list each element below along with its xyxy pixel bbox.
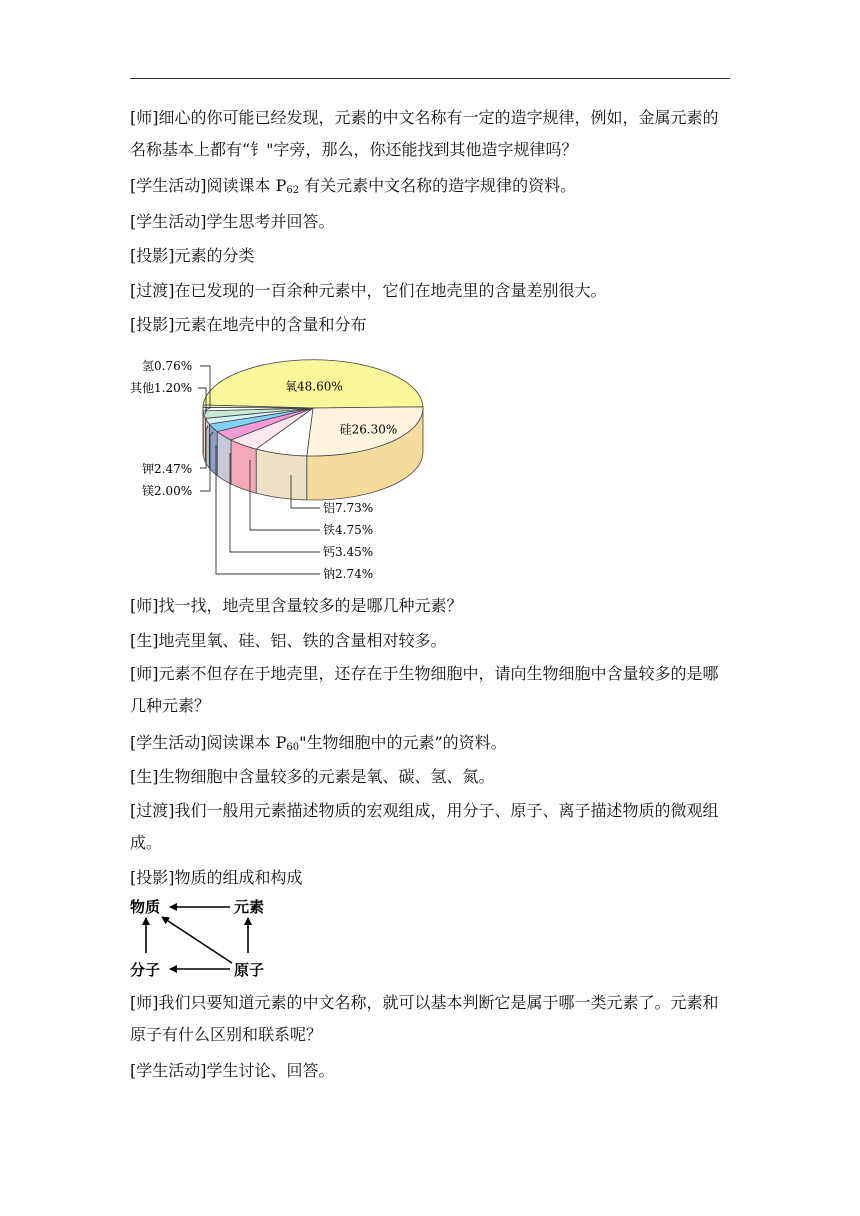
para-projection-distribution: [投影]元素在地壳中的含量和分布 [130,315,367,334]
para-teacher-naming-rule: [师]细心的你可能已经发现，元素的中文名称有一定的造字规律，例如，金属元素的名称基本上都有“钅"字旁，那么，你还能找到其他造字规律吗？ [130,108,719,159]
para-teacher-cell: [师]元素不但存在于地壳里，还存在于生物细胞中，请向生物细胞中含量较多的是哪几种元素？ [130,664,719,715]
para-student-read-p60: [学生活动]阅读课本 $P_{60}$"生物细胞中的元素”的资料。 [130,733,507,753]
pie-label-oxygen: 氧48.60% [285,379,343,394]
pie-label-magnesium: 镁2.00% [142,484,193,498]
node-molecule: 分子 [130,961,161,979]
pie-side-2 [256,449,307,500]
pie-side-4 [217,432,231,484]
pie-label-other: 其他1.20% [130,381,193,395]
para-teacher-find: [师]找一找，地壳里含量较多的是哪几种元素？ [130,596,463,615]
pie-label-iron: 铁4.75% [323,523,374,537]
pie-label-aluminium: 铝7.73% [323,501,374,515]
para-student-cell-answer: [生]生物细胞中含量较多的元素是氧、碳、氢、氮。 [130,767,495,786]
pie-label-calcium: 钙3.45% [323,545,374,559]
para-student-crust-answer: [生]地壳里氧、硅、铝、铁的含量相对较多。 [130,631,447,650]
para-teacher-difference: [师]我们只要知道元素的中文名称，就可以基本判断它是属于哪一类元素了。元素和原子有什么区别和联系呢？ [130,993,719,1044]
header-rule [130,78,730,79]
para-student-think: [学生活动]学生思考并回答。 [130,212,335,231]
crust-element-pie-chart [128,350,428,586]
para-student-discuss: [学生活动]学生讨论、回答。 [130,1061,335,1080]
para-projection-classify: [投影]元素的分类 [130,246,255,265]
arrow-atom-to-matter [162,917,232,963]
node-matter: 物质 [130,898,161,916]
node-element: 元素 [234,898,265,916]
pie-label-silicon: 硅26.30% [339,422,398,437]
composition-diagram [128,893,278,983]
para-student-read-p62: [学生活动]阅读课本 $P_{62}$ 有关元素中文名称的造字规律的资料。 [130,176,577,196]
para-projection-composition: [投影]物质的组成和构成 [130,868,303,887]
pie-label-potassium: 钾2.47% [142,462,193,476]
para-transition-macro-micro: [过渡]我们一般用元素描述物质的宏观组成，用分子、原子、离子描述物质的微观组成。 [130,801,719,852]
node-atom: 原子 [234,961,265,979]
pie-label-sodium: 钠2.74% [323,567,374,581]
pie-label-hydrogen: 氢0.76% [142,359,193,373]
para-transition-content: [过渡]在已发现的一百余种元素中，它们在地壳里的含量差别很大。 [130,281,607,300]
